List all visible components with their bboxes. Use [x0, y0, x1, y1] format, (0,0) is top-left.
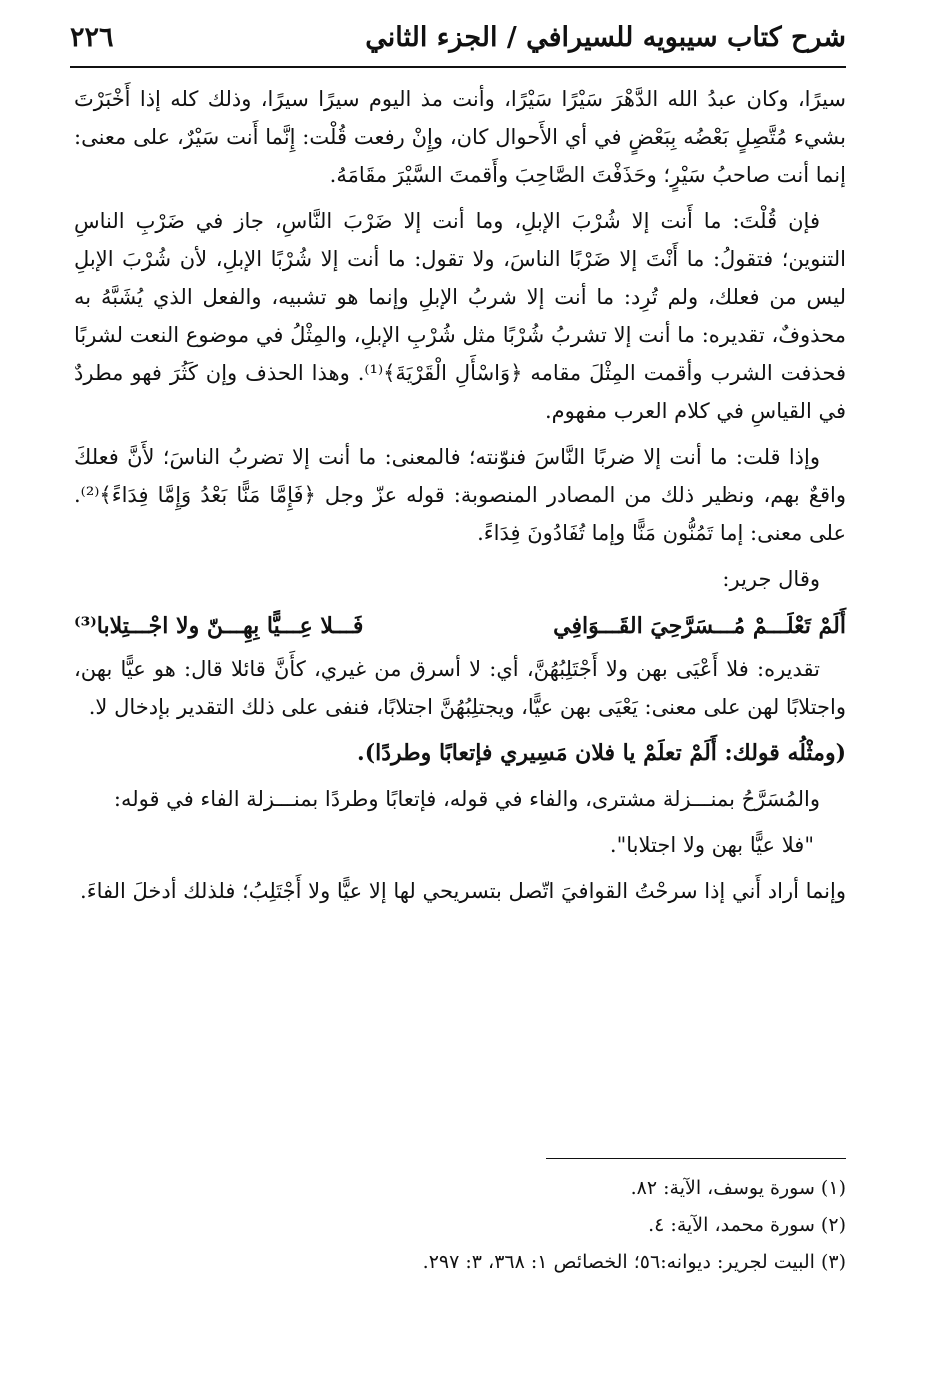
verse-hemistich-2: فَـــلا عِـــيًّا بِهِـــنّ ولا اجْـــتِلابا⁽³⁾ [74, 613, 364, 639]
header-rule [70, 66, 846, 68]
footnote-2: (٢) سورة محمد، الآية: ٤. [648, 1214, 846, 1236]
paragraph-musarrah: والمُسَرَّحُ بمنـــزلة مشترى، والفاء في قوله، فإتعابًا وطردًا بمنـــزلة الفاء في قوله: [113, 787, 820, 811]
paragraph-final: وإنما أراد أَني إذا سرحْتُ القوافيَ اتّصل بتسريحي لها إلا عيًّا ولا أَجْتَلِبُ؛ فلذلك أدخلَ الفاءَ. [80, 879, 846, 903]
footnote-1: (١) سورة يوسف، الآية: ٨٢. [630, 1177, 846, 1199]
running-header [70, 22, 846, 66]
footnote-rule [546, 1158, 846, 1159]
poetry-verse [74, 606, 846, 646]
verse-hemistich-1: أَلَمْ تَعْلَـــمْ مُـــسَرَّحِيَ القَـــوَافِي [553, 613, 846, 639]
jarir-intro: وقال جرير: [722, 567, 820, 591]
paragraph-3: وإذا قلت: ما أنت إلا ضربًا النَّاسَ فنوّنته؛ فالمعنى: ما أنت إلا تضربُ الناسَ؛ لأَنَّ فعلكَ واقعٌ بهم، ونظير ذلك من المصادر المنصوبة: قوله عزّ وجل ﴿فَإِمَّا مَنًّا بَعْدُ وَإِمَّا فِدَاءً﴾⁽²⁾. على معنى: إما تَمُنُّون مَنًّا وإما تُفَادُونَ فِدَاءً. [74, 445, 846, 545]
paragraph-1: سيرًا، وكان عبدُ الله الدَّهْرَ سَيْرًا سَيْرًا، وأنت مذ اليوم سيرًا سيرًا، وذلك كله إذا أَخْبَرْتَ بشيء مُتَّصِلٍ بَعْضُه بِبَعْضٍ في أي الأَحوال كان، وإِنْ رفعت قُلْت: إِنَّما أَنت سَيْرٌ، على معنى: إنما أنت صاحبُ سَيْرٍ؛ وحَذَفْتَ الصَّاحِبَ وأَقمتَ السَّيْرَ مقَامَهُ. [74, 87, 846, 187]
page-number: ٢٢٦ [70, 22, 114, 53]
main-text [74, 80, 846, 918]
header-title: شرح كتاب سيبويه للسيرافي / الجزء الثاني [365, 22, 846, 53]
footnote-3: (٣) البيت لجرير: ديوانه:٥٦؛ الخصائص ١: ٣٦٨، ٣: ٢٩٧. [422, 1251, 846, 1273]
quoted-line: (ومثْلُه قولك: أَلَمْ تعلَمْ يا فلان مَسِيري فإتعابًا وطردًا). [357, 740, 846, 766]
paragraph-after-verse: تقديره: فلا أَعْيَى بهن ولا أَجْتَلِبُهُنَّ، أي: لا أسرق من غيري، كأَنَّ قائلا قال: هو عيًّا بهن، واجتلابًا لهن على معنى: يَعْيَى بهن عيًّا، ويجتلِبُهُنَّ اجتلابًا، فنفى على ذلك التقدير بإدخال لا. [74, 657, 846, 719]
quote-fala: "فلا عيًّا بهن ولا اجتلابا". [609, 833, 814, 857]
footnotes [74, 1170, 846, 1281]
paragraph-2: فإن قُلْتَ: ما أَنت إلا شُرْبَ الإبلِ، وما أنت إلا ضَرْبَ النَّاسِ، جاز في ضَرْبِ الناسِ التنوين؛ فتقولُ: ما أَنْتَ إلا ضَرْبًا الناسَ، ولا تقول: ما أنت إلا شُرْبًا الإبلِ، لأن شُرْبَ الإبلِ ليس من فعلك، ولم تُرِد: ما أنت إلا شربُ الإبلِ وإنما هو تشبيه، والفعل الذي يُشَبَّهُ به محذوفٌ، تقديره: ما أنت إلا تشربُ شُرْبًا مثل شُرْبِ الإبلِ، والمِثْلُ في موضوع النعت لشربًا فحذفت الشرب وأقمت المِثْلَ مقامه ﴿وَاسْأَلِ الْقَرْيَةَ﴾⁽¹⁾. وهذا الحذف وإن كَثُرَ فهو مطردٌ في القياسِ في كلام العرب مفهوم. [74, 209, 846, 423]
